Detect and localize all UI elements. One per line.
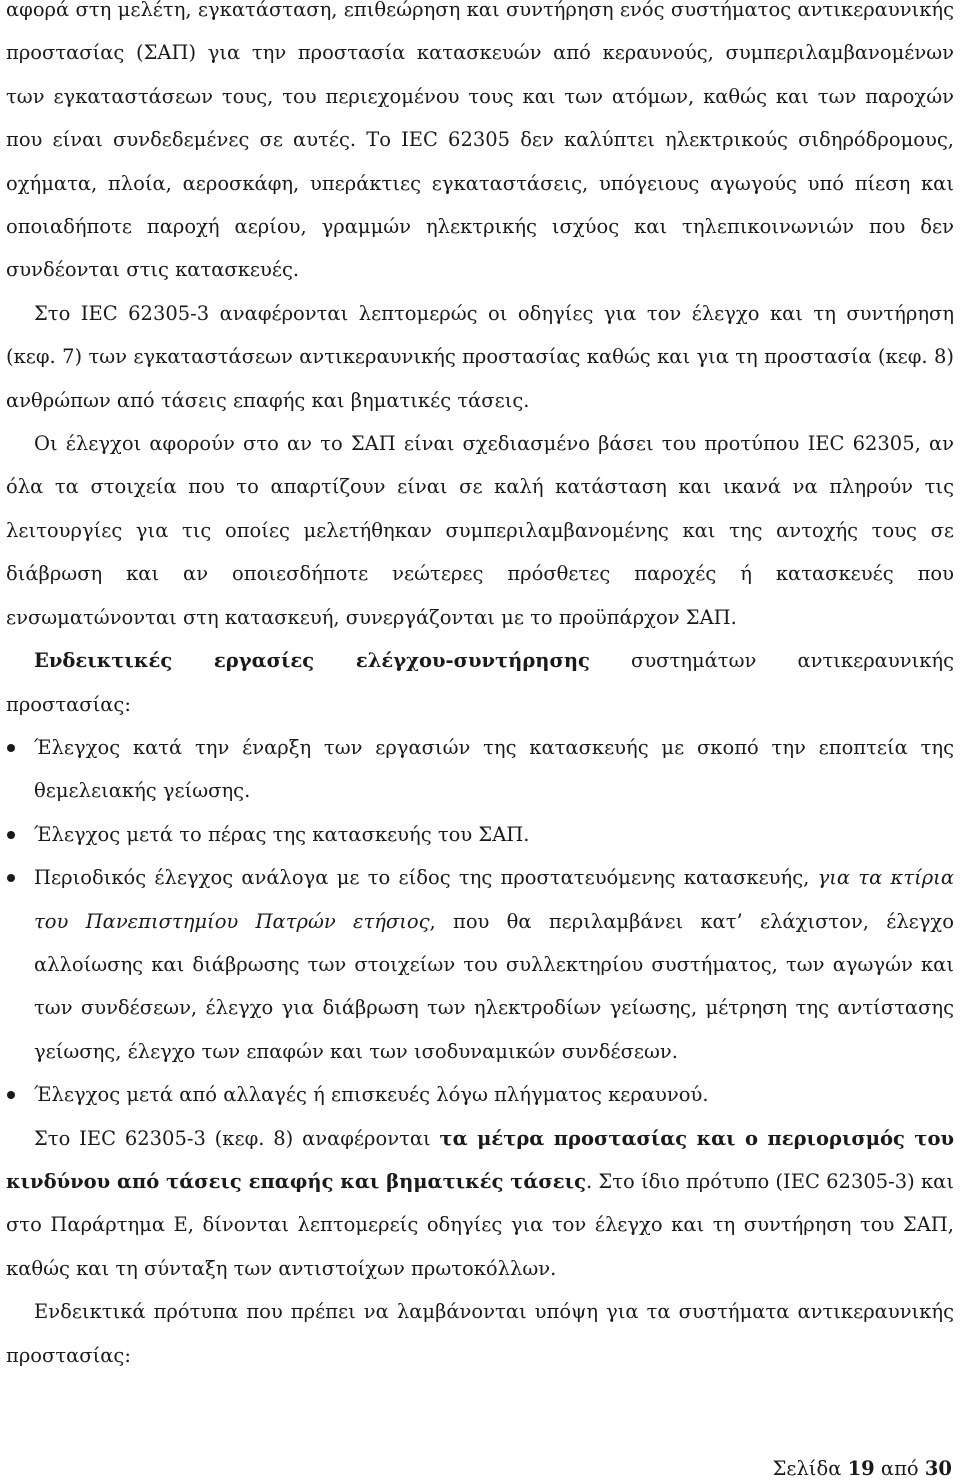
- protection-paragraph-lead: Στο IEC 62305-3 (κεφ. 8) αναφέρονται: [34, 1126, 431, 1150]
- protection-paragraph-bold: τα μέτρα προστασίας και ο περιορισμός του κινδύνου από τάσεις επαφής και βηματικές τάσεις: [6, 1126, 954, 1193]
- list-item-text: Έλεγχος κατά την έναρξη των εργασιών της κατασκευής με σκοπό την εποπτεία της θεμελειακής γείωσης.: [34, 735, 954, 803]
- tasks-heading-bold: Ενδεικτικές εργασίες ελέγχου-συντήρησης: [34, 649, 590, 673]
- list-item-lead: Περιοδικός έλεγχος ανάλογα με το είδος της προστατευόμενης κατασκευής,: [34, 866, 810, 890]
- tasks-heading: [6, 639, 954, 726]
- list-item-text: Έλεγχος μετά το πέρας της κατασκευής του ΣΑΠ.: [34, 822, 530, 846]
- list-item: [6, 813, 954, 856]
- tasks-list: [6, 726, 954, 1117]
- page-label: Σελίδα: [772, 1457, 842, 1480]
- tasks-heading-rest: συστημάτων αντικεραυνικής προστασίας:: [6, 649, 954, 716]
- bullet-icon: [7, 831, 15, 839]
- page-of: από: [880, 1457, 919, 1480]
- standards-paragraph: Ενδεικτικά πρότυπα που πρέπει να λαμβάνονται υπόψη για τα συστήματα αντικεραυνικής προστασίας:: [6, 1300, 954, 1367]
- list-item-rest: , που θα περιλαμβάνει κατ’ ελάχιστον, έλεγχο αλλοίωσης και διάβρωσης των στοιχείων του συλλεκτηρίου συστήματος, των αγωγών και των συνδέσεων, έλεγχο για διάβρωση των ηλεκτροδίων γείωσης, μέτρηση της αντίστασης γείωσης, έλεγχο των επαφών και των ισοδυναμικών συνδέσεων.: [34, 909, 954, 1063]
- protection-paragraph: [6, 1117, 954, 1291]
- document-body: [6, 0, 954, 1377]
- iec-3-paragraph: Στο IEC 62305-3 αναφέρονται λεπτομερώς οι οδηγίες για τον έλεγχο και τη συντήρηση (κεφ. 7) των εγκαταστάσεων αντικεραυνικής προστασίας καθώς και για τη προστασία (κεφ. 8) ανθρώπων από τάσεις επαφής και βηματικές τάσεις.: [6, 301, 954, 412]
- protection-paragraph-rest: . Στο ίδιο πρότυπο (IEC 62305-3) και στο Παράρτημα E, δίνονται λεπτομερείς οδηγίες για τον έλεγχο και τη συντήρηση του ΣΑΠ, καθώς και τη σύνταξη των αντιστοίχων πρωτοκόλλων.: [6, 1169, 954, 1280]
- list-item: [6, 1073, 954, 1116]
- intro-paragraph-part1: αφορά στη μελέτη, εγκατάσταση, επιθεώρηση και συντήρηση ενός συστήματος αντικεραυνικής προστασίας (ΣΑΠ) για την προστασία κατασκευών από κεραυνούς, συμπεριλαμβανομένων των εγκαταστάσεων τους, του περιεχομένου τους και των ατόμων, καθώς και των παροχών που είναι συνδεδεμένες σε αυτές.: [6, 0, 954, 152]
- page-current: 19: [847, 1457, 875, 1480]
- intro-paragraph-part2: Το IEC 62305 δεν καλύπτει ηλεκτρικούς σιδηρόδρομους, οχήματα, πλοία, αεροσκάφη, υπεράκτιες εγκαταστάσεις, υπόγειους αγωγούς υπό πίεση και οποιαδήποτε παροχή αερίου, γραμμών ηλεκτρικής ισχύος και τηλεπικοινωνιών που δεν συνδέονται στις κατασκευές.: [6, 128, 954, 282]
- page-footer: [773, 1457, 952, 1481]
- list-item: [6, 726, 954, 813]
- list-item: [6, 856, 954, 1073]
- list-item-text: Έλεγχος μετά από αλλαγές ή επισκευές λόγω πλήγματος κεραυνού.: [34, 1083, 709, 1107]
- bullet-icon: [7, 744, 15, 752]
- list-item-italic: για τα κτίρια του Πανεπιστημίου Πατρών ετήσιος: [34, 866, 954, 933]
- intro-paragraph: [6, 0, 954, 292]
- checks-paragraph: Οι έλεγχοι αφορούν στο αν το ΣΑΠ είναι σχεδιασμένο βάσει του προτύπου IEC 62305, αν όλα τα στοιχεία που το απαρτίζουν είναι σε καλή κατάσταση και ικανά να πληρούν τις λειτουργίες για τις οποίες μελετήθηκαν συμπεριλαμβανομένης και της αντοχής τους σε διάβρωση και αν οποιεσδήποτε νεώτερες πρόσθετες παροχές ή κατασκευές που ενσωματώνονται στη κατασκευή, συνεργάζονται με το προϋπάρχον ΣΑΠ.: [6, 432, 954, 629]
- page-total: 30: [924, 1457, 952, 1480]
- bullet-icon: [7, 1091, 15, 1099]
- bullet-icon: [7, 874, 15, 882]
